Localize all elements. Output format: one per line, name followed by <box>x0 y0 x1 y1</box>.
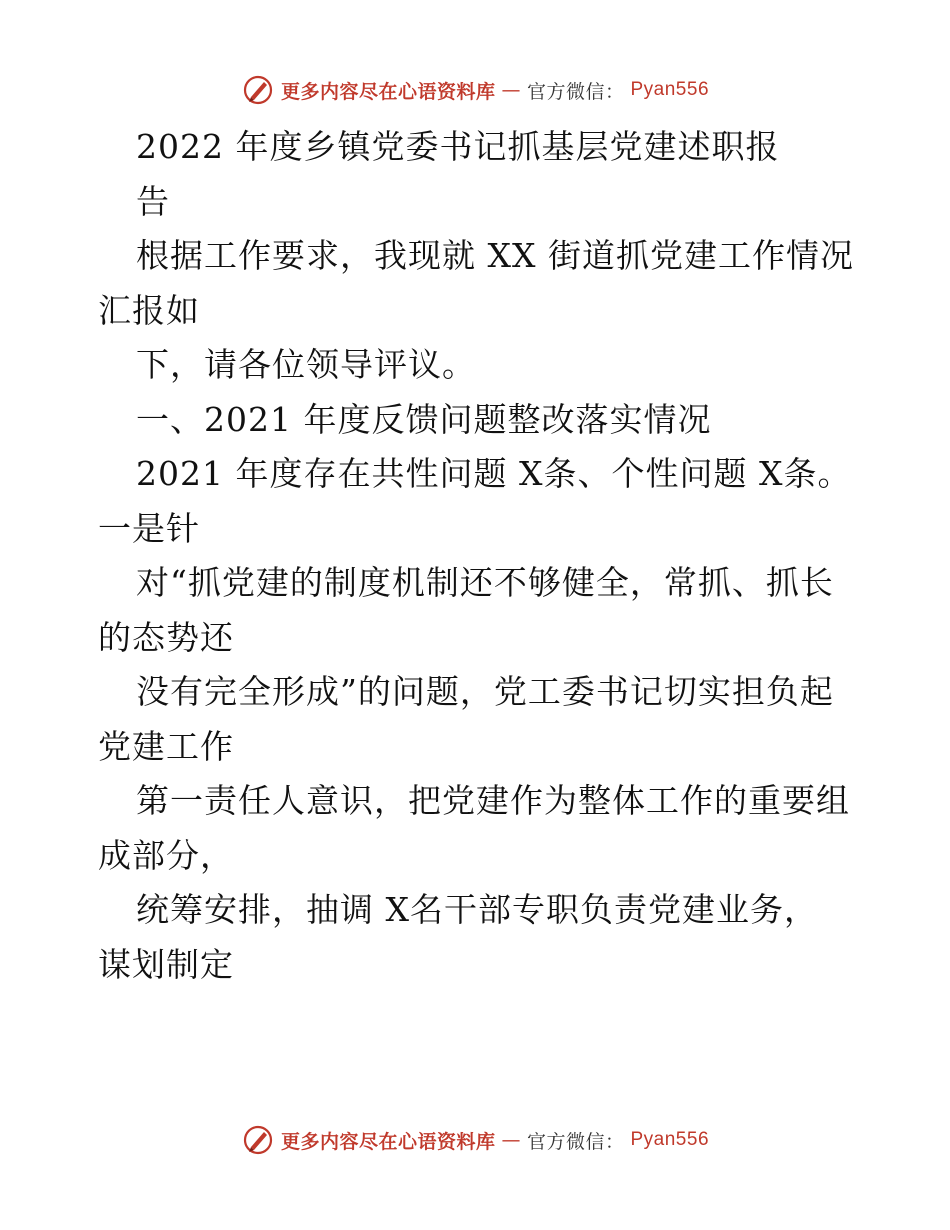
paragraph-line: 根据工作要求，我现就 XX 街道抓党建工作情况 <box>136 236 854 275</box>
paragraph-line: 对“抓党建的制度机制还不够健全，常抓、抓长 <box>136 563 834 602</box>
document-title-line-1: 2022 年度乡镇党委书记抓基层党建述职报 <box>136 127 780 166</box>
paragraph-line: 下，请各位领导评议。 <box>136 345 476 384</box>
watermark-wechat-label: 官方微信： <box>526 1130 625 1153</box>
paragraph-line: 汇报如 <box>98 290 200 330</box>
paragraph-line: 第一责任人意识，把党建作为整体工作的重要组 <box>136 781 850 820</box>
paragraph-line: 谋划制定 <box>98 944 234 984</box>
paragraph-line: 的态势还 <box>98 617 234 657</box>
document-body <box>98 120 858 992</box>
watermark-dash: — <box>501 1129 521 1151</box>
watermark-wechat-label: 官方微信： <box>526 80 625 103</box>
paragraph-line: 统筹安排，抽调 X名干部专职负责党建业务， <box>136 890 818 929</box>
pen-logo-icon <box>241 1123 275 1157</box>
section-heading: 一、2021 年度反馈问题整改落实情况 <box>136 399 712 439</box>
paragraph-line: 党建工作 <box>98 726 234 766</box>
paragraph-line: 2021 年度存在共性问题 X条、个性问题 X条。 <box>136 454 852 493</box>
paragraph-line: 没有完全形成”的问题，党工委书记切实担负起 <box>136 672 834 711</box>
paragraph-line: 一是针 <box>98 508 200 548</box>
watermark-main-text: 更多内容尽在心语资料库 <box>280 1130 496 1153</box>
watermark-main-text: 更多内容尽在心语资料库 <box>280 80 496 103</box>
paragraph-line: 成部分， <box>98 835 234 875</box>
document-title-line-2: 告 <box>136 181 170 221</box>
pen-logo-icon <box>241 73 275 107</box>
watermark-dash: — <box>501 79 521 101</box>
watermark-wechat-id: Pyan556 <box>630 79 710 100</box>
footer-watermark <box>0 1120 950 1160</box>
header-watermark <box>0 70 950 110</box>
watermark-wechat-id: Pyan556 <box>630 1129 710 1150</box>
